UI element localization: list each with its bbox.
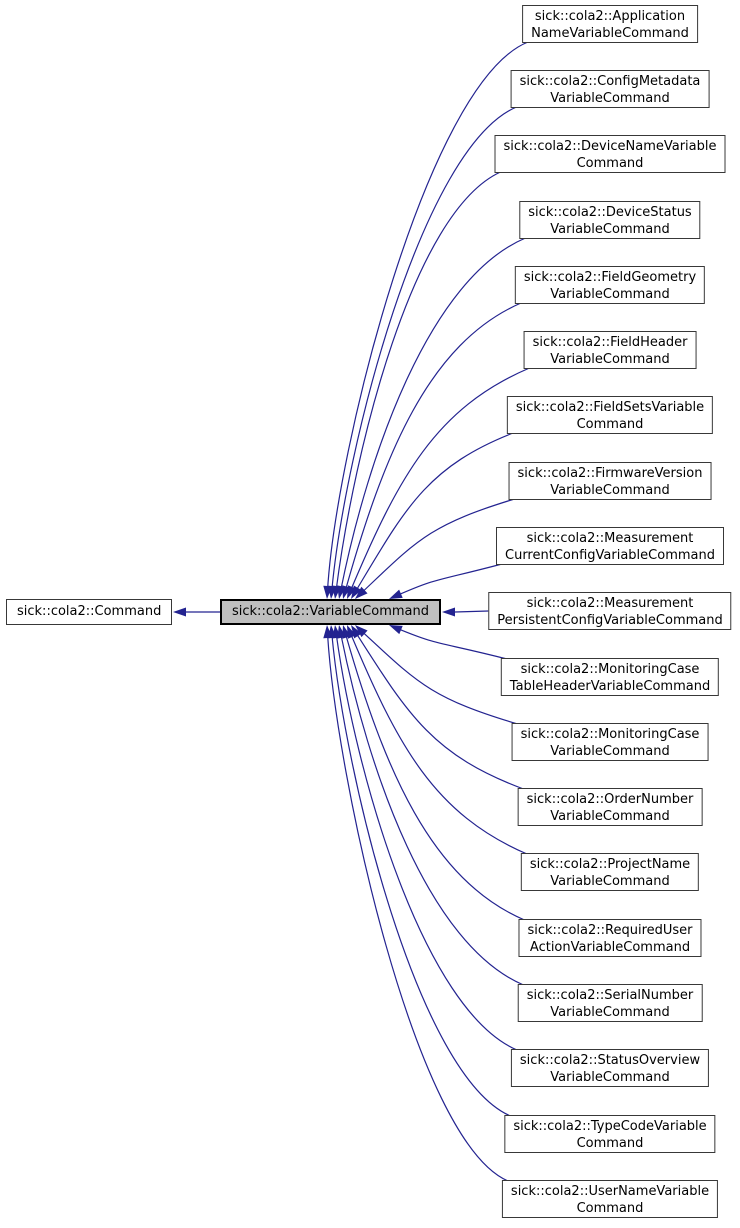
inheritance-edge (336, 633, 517, 1050)
derived-class-label-line2: VariableCommand (550, 287, 670, 302)
derived-class-label-line1: sick::cola2::Measurement (526, 531, 694, 546)
inheritance-edge (361, 499, 515, 594)
derived-class-node[interactable] (496, 527, 724, 565)
derived-class-label-line1: sick::cola2::UserNameVariable (510, 1184, 710, 1199)
derived-class-node[interactable] (521, 853, 699, 891)
node-base-command[interactable]: sick::cola2::Command (6, 599, 172, 625)
inheritance-edge (355, 433, 513, 592)
derived-class-label-line1: sick::cola2::RequiredUser (527, 923, 693, 938)
derived-class-label-line1: sick::cola2::Measurement (526, 596, 694, 611)
derived-class-label-line1: sick::cola2::SerialNumber (526, 988, 694, 1003)
derived-class-label-line1: sick::cola2::ProjectName (529, 857, 691, 872)
inheritance-edge (455, 611, 489, 612)
derived-class-label-line2: NameVariableCommand (531, 26, 689, 41)
inheritance-arrowhead (173, 608, 186, 617)
derived-class-node[interactable] (519, 201, 700, 239)
derived-class-label-line2: VariableCommand (550, 1005, 670, 1020)
inheritance-edge (341, 633, 524, 985)
derived-class-label-line2: PersistentConfigVariableCommand (497, 613, 723, 628)
derived-class-label-line2: VariableCommand (550, 222, 670, 237)
inheritance-edge (345, 303, 521, 591)
derived-class-label-line2: VariableCommand (550, 744, 670, 759)
derived-class-label-line2: Command (576, 1201, 644, 1216)
derived-class-label-line1: sick::cola2::TypeCodeVariable (513, 1119, 707, 1134)
derived-class-node[interactable] (512, 723, 709, 761)
derived-class-node[interactable] (518, 919, 701, 957)
derived-class-label-line2: TableHeaderVariableCommand (509, 679, 711, 694)
derived-class-label-line2: Command (576, 1136, 644, 1151)
derived-class-label-line2: ActionVariableCommand (529, 940, 691, 955)
derived-class-label-line1: sick::cola2::DeviceNameVariable (503, 139, 717, 154)
inheritance-edge (345, 633, 524, 920)
derived-class-node[interactable] (522, 5, 698, 43)
derived-class-label-line2: VariableCommand (550, 483, 670, 498)
derived-class-label-line1: sick::cola2::MonitoringCase (520, 727, 700, 742)
derived-class-label-line1: sick::cola2::FieldGeometry (523, 270, 697, 285)
derived-class-label-line1: sick::cola2::OrderNumber (526, 792, 694, 807)
derived-class-node[interactable] (509, 462, 712, 500)
derived-class-label-line2: VariableCommand (550, 352, 670, 367)
derived-class-label-line1: sick::cola2::FirmwareVersion (517, 466, 703, 481)
derived-class-node[interactable] (515, 266, 705, 304)
derived-class-node[interactable] (518, 788, 703, 826)
derived-class-label-line1: sick::cola2::FieldSetsVariable (515, 400, 705, 415)
derived-class-label-line1: sick::cola2::FieldHeader (532, 335, 688, 350)
derived-class-label-line2: CurrentConfigVariableCommand (505, 548, 715, 563)
derived-class-node[interactable] (501, 658, 719, 696)
inheritance-edge (332, 107, 517, 591)
inheritance-arrowhead (389, 590, 403, 599)
derived-class-node[interactable] (495, 135, 726, 173)
derived-class-node[interactable] (507, 396, 713, 434)
derived-class-node[interactable] (524, 331, 697, 369)
derived-class-node[interactable] (504, 1115, 715, 1153)
derived-class-label-line2: VariableCommand (550, 91, 670, 106)
derived-class-label-line1: sick::cola2::ConfigMetadata (519, 74, 701, 89)
derived-class-label-line2: VariableCommand (550, 874, 670, 889)
derived-class-label-line2: VariableCommand (550, 809, 670, 824)
inheritance-edge (327, 633, 508, 1181)
inheritance-edge (336, 172, 500, 591)
derived-class-label-line2: Command (576, 417, 644, 432)
derived-class-label-line1: sick::cola2::MonitoringCase (520, 662, 700, 677)
inheritance-edge (327, 42, 528, 591)
derived-class-node[interactable] (488, 592, 731, 630)
inheritance-arrowhead (389, 625, 403, 634)
derived-class-label-line1: sick::cola2::StatusOverview (519, 1053, 701, 1068)
derived-class-label-line2: VariableCommand (550, 1070, 670, 1085)
derived-class-label-line2: Command (576, 156, 644, 171)
inheritance-edge (396, 628, 507, 659)
inheritance-edge (396, 564, 502, 596)
inheritance-edge (355, 632, 523, 789)
derived-class-node[interactable] (502, 1180, 718, 1218)
derived-class-node[interactable] (518, 984, 703, 1022)
derived-class-node[interactable] (511, 70, 710, 108)
derived-class-label-line1: sick::cola2::Application (534, 9, 686, 24)
node-variable-command: sick::cola2::VariableCommand (220, 599, 441, 625)
derived-class-node[interactable] (511, 1049, 709, 1087)
inheritance-arrowhead (442, 608, 455, 617)
derived-class-label-line1: sick::cola2::DeviceStatus (528, 205, 692, 220)
